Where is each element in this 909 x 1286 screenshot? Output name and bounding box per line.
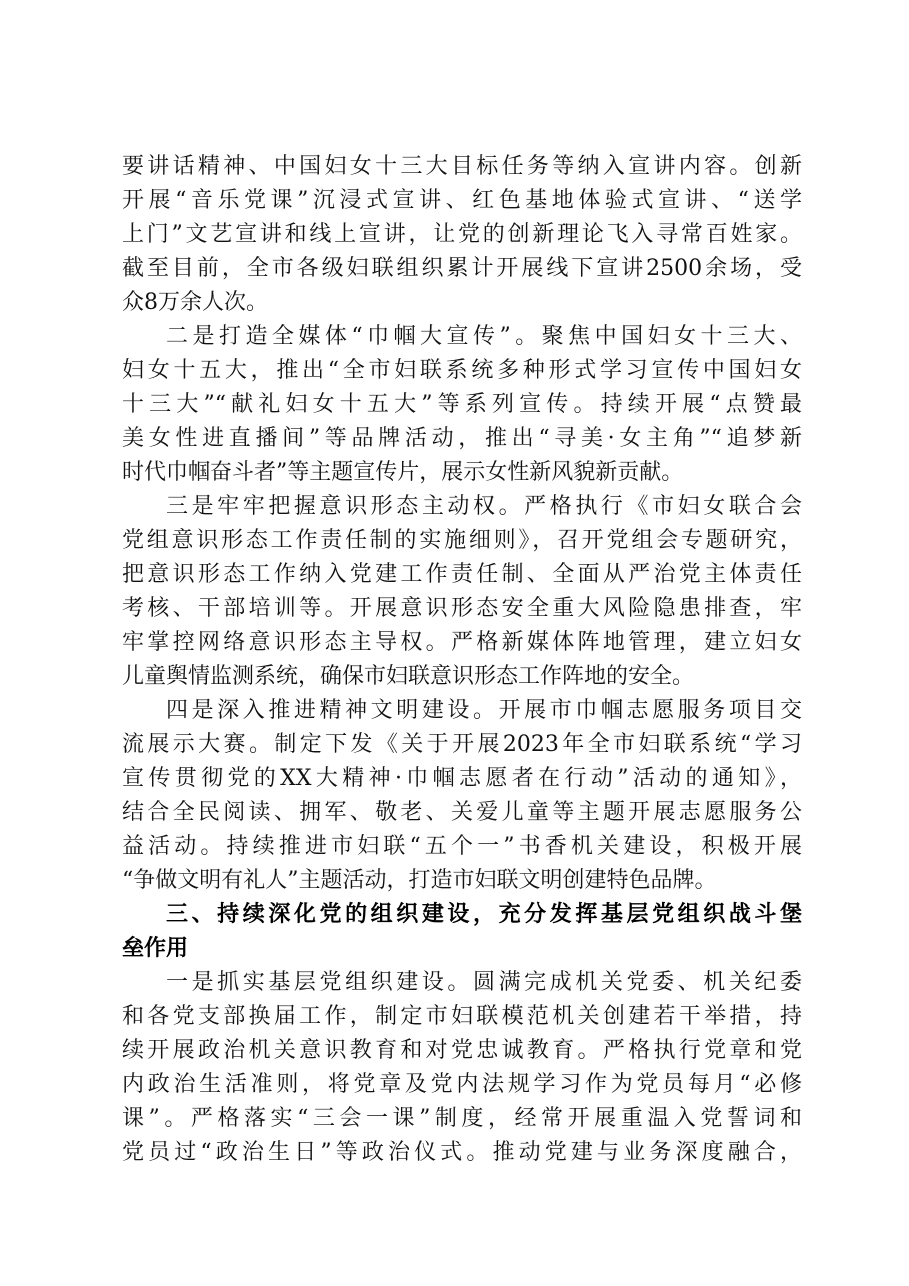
text-line: 牢掌控网络意识形态主导权。严格新媒体阵地管理，建立妇女 bbox=[122, 630, 802, 655]
text-line: 续开展政治机关意识教育和对党忠诚教育。严格执行党章和党 bbox=[122, 1038, 802, 1063]
text-line: 和各党支部换届工作，制定市妇联模范机关创建若干举措，持 bbox=[122, 1004, 802, 1029]
text-line: 开展“音乐党课”沉浸式宣讲、红色基地体验式宣讲、“送学 bbox=[122, 188, 802, 213]
text-line: 要讲话精神、中国妇女十三大目标任务等纳入宣讲内容。创新 bbox=[122, 154, 802, 179]
text-line: 考核、干部培训等。开展意识形态安全重大风险隐患排查，牢 bbox=[122, 596, 802, 621]
paragraph-start-line: 四是深入推进精神文明建设。开展市巾帼志愿服务项目交 bbox=[166, 698, 802, 723]
section-heading: 垒作用 bbox=[122, 936, 189, 961]
text-line: 党组意识形态工作责任制的实施细则》，召开党组会专题研究， bbox=[122, 528, 802, 553]
text-line: 儿童舆情监测系统，确保市妇联意识形态工作阵地的安全。 bbox=[122, 664, 695, 689]
paragraph-start-line: 二是打造全媒体“巾帼大宣传”。聚焦中国妇女十三大、 bbox=[166, 324, 802, 349]
text-line: 十三大”“献礼妇女十五大”等系列宣传。持续开展“点赞最 bbox=[122, 392, 802, 417]
text-line: 美女性进直播间”等品牌活动，推出“寻美·女主角”“追梦新 bbox=[122, 426, 802, 451]
text-line: 上门”文艺宣讲和线上宣讲，让党的创新理论飞入寻常百姓家。 bbox=[122, 222, 802, 247]
document-body bbox=[122, 150, 802, 1170]
paragraph-start-line: 三是牢牢把握意识形态主动权。严格执行《市妇女联合会 bbox=[166, 494, 802, 519]
text-line: 党员过“政治生日”等政治仪式。推动党建与业务深度融合， bbox=[122, 1140, 802, 1165]
text-line: 结合全民阅读、拥军、敬老、关爱儿童等主题开展志愿服务公 bbox=[122, 800, 802, 825]
text-line: 截至目前，全市各级妇联组织累计开展线下宣讲2500余场，受 bbox=[122, 256, 802, 281]
text-line: 妇女十五大，推出“全市妇联系统多种形式学习宣传中国妇女 bbox=[122, 358, 802, 383]
text-line: 时代巾帼奋斗者”等主题宣传片，展示女性新风貌新贡献。 bbox=[122, 460, 684, 485]
text-line: 益活动。持续推进市妇联“五个一”书香机关建设，积极开展 bbox=[122, 834, 802, 859]
section-heading: 三、持续深化党的组织建设，充分发挥基层党组织战斗堡 bbox=[166, 902, 802, 927]
paragraph-start-line: 一是抓实基层党组织建设。圆满完成机关党委、机关纪委 bbox=[166, 970, 802, 995]
text-line: 众8万余人次。 bbox=[122, 290, 268, 315]
text-line: “争做文明有礼人”主题活动，打造市妇联文明创建特色品牌。 bbox=[122, 868, 717, 893]
text-line: 课”。严格落实“三会一课”制度，经常开展重温入党誓词和 bbox=[122, 1106, 802, 1131]
text-line: 把意识形态工作纳入党建工作责任制、全面从严治党主体责任 bbox=[122, 562, 802, 587]
text-line: 流展示大赛。制定下发《关于开展2023年全市妇联系统“学习 bbox=[122, 732, 802, 757]
text-line: 内政治生活准则，将党章及党内法规学习作为党员每月“必修 bbox=[122, 1072, 802, 1097]
text-line: 宣传贯彻党的XX大精神·巾帼志愿者在行动”活动的通知》， bbox=[122, 766, 802, 791]
